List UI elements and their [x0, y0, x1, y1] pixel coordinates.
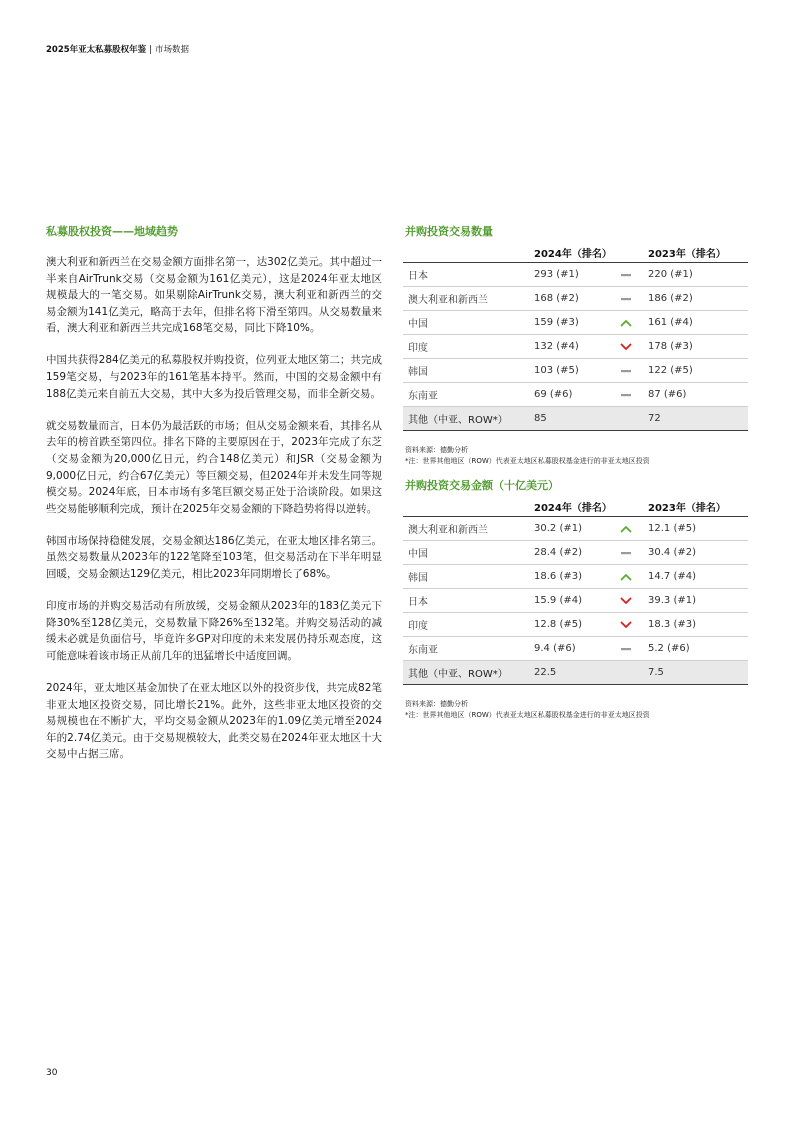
paragraph-japan: 就交易数量而言，日本仍为最活跃的市场；但从交易金额来看，其排名从去年的榜首跌至第四位。排名下降的主要原因在于，2023年完成了东芝（交易金额为20,000亿日元，约合148亿美元）和JSR（交易金额为9,000亿日元，约合67亿美元）等巨额交易，但2024年并未发生同等规模交易。2024年底，日本市场有多笔巨额交易正处于洽谈阶段。如果这些交易能够顺利完成，预计在2025年交易金额的下降趋势将得以逆转。	[46, 419, 382, 515]
column-header-2024: 2024年（排名）	[534, 498, 604, 517]
chevron-up-icon	[604, 319, 648, 327]
table-row	[403, 517, 748, 541]
paragraph-china: 中国共获得284亿美元的私募股权并购投资，位列亚太地区第二；共完成159笔交易，与2023年的161笔基本持平。然而，中国的交易金额中有188亿美元来自前五大交易，其中大多为投后管理交易，而非全新交易。	[46, 354, 382, 400]
deal-count-title: 并购投资交易数量	[405, 225, 493, 238]
deal-count-table	[403, 244, 748, 431]
chevron-down-icon	[604, 621, 648, 629]
footnote: *注：世界其他地区（ROW）代表亚太地区私募股权基金进行的非亚太地区投资	[405, 710, 650, 719]
table-row	[403, 359, 748, 383]
value-2023-cell: 30.4 (#2)	[648, 541, 748, 565]
value-2023-cell: 72	[648, 407, 748, 431]
region-cell: 中国	[403, 541, 534, 565]
trend-cell	[604, 565, 648, 589]
table-row	[403, 287, 748, 311]
report-title: 2025年亚太私募股权年鉴	[46, 45, 147, 55]
value-2024-cell: 168 (#2)	[534, 287, 604, 311]
trend-cell	[604, 637, 648, 661]
paragraph-korea: 韩国市场保持稳健发展，交易金额达186亿美元，在亚太地区排名第三。虽然交易数量从2023年的122笔降至103笔，但交易活动在下半年明显回暖，交易金额达129亿美元，相比2023年同期增长了68%。	[46, 534, 382, 580]
section-heading: 私募股权投资——地域趋势	[46, 225, 178, 238]
table-row	[403, 407, 748, 431]
article-column	[46, 224, 382, 778]
value-2023-cell: 186 (#2)	[648, 287, 748, 311]
value-2024-cell: 12.8 (#5)	[534, 613, 604, 637]
value-2023-cell: 12.1 (#5)	[648, 517, 748, 541]
value-2024-cell: 9.4 (#6)	[534, 637, 604, 661]
header-section: 市场数据	[155, 45, 190, 55]
dash-icon	[604, 645, 648, 653]
chevron-down-icon	[604, 597, 648, 605]
dash-icon	[604, 367, 648, 375]
table-row	[403, 613, 748, 637]
value-2024-cell: 85	[534, 407, 604, 431]
value-2024-cell: 103 (#5)	[534, 359, 604, 383]
value-2024-cell: 159 (#3)	[534, 311, 604, 335]
paragraph-outbound: 2024年，亚太地区基金加快了在亚太地区以外的投资步伐，共完成82笔非亚太地区投资交易，同比增长21%。此外，这些非亚太地区投资的交易规模也在不断扩大，平均交易金额从2023年的1.09亿美元增至2024年的2.74亿美元。由于交易规模较大，此类交易在2024年亚太地区十大交易中占据三席。	[46, 681, 382, 761]
chevron-up-icon	[604, 573, 648, 581]
trend-cell	[604, 541, 648, 565]
deal-value-section	[403, 478, 748, 720]
table-row	[403, 335, 748, 359]
region-cell: 日本	[403, 263, 534, 287]
region-cell: 韩国	[403, 359, 534, 383]
value-2023-cell: 18.3 (#3)	[648, 613, 748, 637]
deal-value-table	[403, 498, 748, 685]
paragraph-india: 印度市场的并购交易活动有所放缓，交易金额从2023年的183亿美元下降30%至128亿美元，交易数量下降26%至132笔。并购交易活动的减缓未必就是负面信号，毕竟许多GP对印度的未来发展仍持乐观态度，这可能意味着该市场正从前几年的迅猛增长中适度回调。	[46, 600, 382, 662]
value-2023-cell: 14.7 (#4)	[648, 565, 748, 589]
value-2023-cell: 5.2 (#6)	[648, 637, 748, 661]
value-2024-cell: 18.6 (#3)	[534, 565, 604, 589]
value-2024-cell: 69 (#6)	[534, 383, 604, 407]
region-cell: 印度	[403, 613, 534, 637]
header-separator: |	[149, 45, 153, 55]
region-cell: 印度	[403, 335, 534, 359]
region-cell: 日本	[403, 589, 534, 613]
table-header-row	[403, 498, 748, 517]
column-header-2024: 2024年（排名）	[534, 244, 604, 263]
table-header-row	[403, 244, 748, 263]
trend-cell	[604, 359, 648, 383]
table-row	[403, 565, 748, 589]
deal-value-notes	[405, 699, 748, 720]
tables-column	[403, 224, 748, 720]
table-row	[403, 311, 748, 335]
trend-cell	[604, 335, 648, 359]
trend-cell	[604, 407, 648, 431]
value-2024-cell: 293 (#1)	[534, 263, 604, 287]
value-2023-cell: 39.3 (#1)	[648, 589, 748, 613]
trend-cell	[604, 517, 648, 541]
source-note: 资料来源：德勤分析	[405, 700, 468, 708]
chevron-down-icon	[604, 343, 648, 351]
trend-cell	[604, 613, 648, 637]
value-2023-cell: 87 (#6)	[648, 383, 748, 407]
dash-icon	[604, 549, 648, 557]
trend-cell	[604, 589, 648, 613]
page-number: 30	[46, 1068, 58, 1078]
table-row	[403, 263, 748, 287]
column-header-2023: 2023年（排名）	[648, 498, 748, 517]
table-row	[403, 589, 748, 613]
column-header-region	[403, 498, 534, 517]
dash-icon	[604, 271, 648, 279]
value-2023-cell: 161 (#4)	[648, 311, 748, 335]
region-cell: 澳大利亚和新西兰	[403, 517, 534, 541]
deal-count-section	[403, 224, 748, 466]
value-2023-cell: 220 (#1)	[648, 263, 748, 287]
region-cell: 东南亚	[403, 637, 534, 661]
value-2024-cell: 15.9 (#4)	[534, 589, 604, 613]
deal-count-notes	[405, 445, 748, 466]
value-2024-cell: 30.2 (#1)	[534, 517, 604, 541]
table-row	[403, 637, 748, 661]
trend-cell	[604, 383, 648, 407]
region-cell: 韩国	[403, 565, 534, 589]
trend-cell	[604, 661, 648, 685]
value-2024-cell: 22.5	[534, 661, 604, 685]
trend-cell	[604, 311, 648, 335]
trend-cell	[604, 287, 648, 311]
column-header-region	[403, 244, 534, 263]
value-2023-cell: 7.5	[648, 661, 748, 685]
value-2024-cell: 132 (#4)	[534, 335, 604, 359]
region-cell: 东南亚	[403, 383, 534, 407]
dash-icon	[604, 391, 648, 399]
chevron-up-icon	[604, 525, 648, 533]
value-2024-cell: 28.4 (#2)	[534, 541, 604, 565]
deal-value-title: 并购投资交易金额（十亿美元）	[405, 479, 559, 492]
region-cell: 其他（中亚、ROW*）	[403, 407, 534, 431]
trend-cell	[604, 263, 648, 287]
region-cell: 中国	[403, 311, 534, 335]
table-row	[403, 383, 748, 407]
value-2023-cell: 122 (#5)	[648, 359, 748, 383]
region-cell: 澳大利亚和新西兰	[403, 287, 534, 311]
footnote: *注：世界其他地区（ROW）代表亚太地区私募股权基金进行的非亚太地区投资	[405, 456, 650, 465]
dash-icon	[604, 295, 648, 303]
table-row	[403, 661, 748, 685]
running-header	[46, 44, 189, 56]
column-header-2023: 2023年（排名）	[648, 244, 748, 263]
table-row	[403, 541, 748, 565]
paragraph-anz: 澳大利亚和新西兰在交易金额方面排名第一，达302亿美元。其中超过一半来自AirTrunk交易（交易金额为161亿美元），这是2024年亚太地区规模最大的一笔交易。如果剔除AirTrunk交易，澳大利亚和新西兰的交易金额为141亿美元，略高于去年，但排名将下滑至第四。从交易数量来看，澳大利亚和新西兰共完成168笔交易，同比下降10%。	[46, 256, 382, 335]
region-cell: 其他（中亚、ROW*）	[403, 661, 534, 685]
value-2023-cell: 178 (#3)	[648, 335, 748, 359]
source-note: 资料来源：德勤分析	[405, 446, 468, 454]
